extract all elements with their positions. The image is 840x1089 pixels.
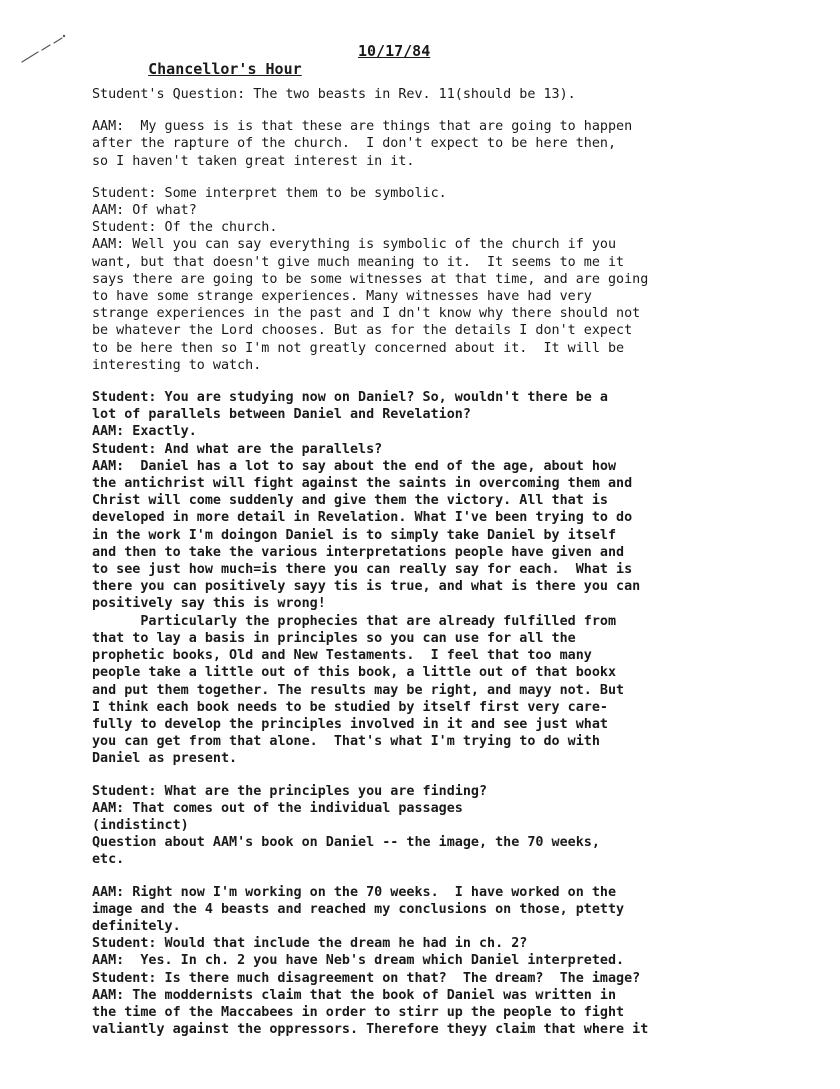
transcript-line: Student: Of the church. — [92, 220, 278, 236]
transcript-line: to see just how much=is there you can really say for each. What is — [92, 562, 633, 578]
transcript-line: be whatever the Lord chooses. But as for the details I don't expect — [92, 323, 633, 339]
transcript-line: AAM: Of what? — [92, 203, 197, 219]
transcript-block — [92, 185, 804, 374]
transcript-line: so I haven't taken great interest in it. — [92, 153, 415, 169]
transcript-line: Student: Would that include the dream he had in ch. 2? — [92, 936, 528, 952]
transcript-line: prophetic books, Old and New Testaments. I feel that too many — [92, 648, 592, 664]
transcript-line: and put them together. The results may be right, and mayy not. But — [92, 682, 625, 698]
transcript-line: AAM: Exactly. — [92, 424, 197, 440]
transcript-block — [92, 86, 804, 103]
transcript-line: want, but that doesn't give much meaning to it. It seems to me it — [92, 254, 625, 270]
transcript-block — [92, 783, 804, 869]
transcript-line: after the rapture of the church. I don't expect to be here then, — [92, 136, 617, 152]
transcript-line: AAM: Well you can say everything is symbolic of the church if you — [92, 237, 617, 253]
transcript-line: strange experiences in the past and I dn't know why there should not — [92, 306, 641, 322]
transcript-line: Student: Is there much disagreement on that? The dream? The image? — [92, 970, 641, 986]
transcript-block — [92, 118, 804, 170]
transcript-line: etc. — [92, 852, 125, 868]
transcript-line: Question about AAM's book on Daniel -- the image, the 70 weeks, — [92, 835, 600, 851]
transcript-line: to have some strange experiences. Many witnesses have had very — [92, 289, 592, 305]
transcript-line: developed in more detail in Revelation. What I've been trying to do — [92, 510, 633, 526]
transcript-line: I think each book needs to be studied by itself first very care- — [92, 699, 608, 715]
transcript-line: definitely. — [92, 918, 181, 934]
header-title: Chancellor's Hour — [148, 60, 302, 78]
transcript-line: interesting to watch. — [92, 357, 262, 373]
transcript-line: AAM: That comes out of the individual passages — [92, 800, 463, 816]
transcript-line: Student: Some interpret them to be symbolic. — [92, 185, 447, 201]
transcript-block — [92, 884, 804, 1039]
transcript-line: Student: What are the principles you are finding? — [92, 783, 488, 799]
transcript-line: Christ will come suddenly and give them the victory. All that is — [92, 493, 608, 509]
transcript-line: Student: And what are the parallels? — [92, 441, 383, 457]
transcript-line: the time of the Maccabees in order to stirr up the people to fight — [92, 1004, 625, 1020]
transcript-line: valiantly against the oppressors. Therefore theyy claim that where it — [92, 1022, 649, 1038]
transcript-line: there you can positively sayy tis is true, and what is there you can — [92, 579, 641, 595]
transcript-line: you can get from that alone. That's what I'm trying to do with — [92, 734, 600, 750]
transcript-line: fully to develop the principles involved in it and see just what — [92, 716, 608, 732]
transcript-line: Student: You are studying now on Daniel? So, wouldn't there be a — [92, 390, 608, 406]
transcript-line: Daniel as present. — [92, 751, 238, 767]
transcript-line: positively say this is wrong! — [92, 596, 326, 612]
transcript-line: in the work I'm doingon Daniel is to simply take Daniel by itself — [92, 527, 617, 543]
transcript-line: (indistinct) — [92, 817, 189, 833]
transcript-line: to be here then so I'm not greatly concerned about it. It will be — [92, 340, 625, 356]
transcript-line: AAM: Daniel has a lot to say about the end of the age, about how — [92, 458, 617, 474]
transcript-line: Student's Question: The two beasts in Rev. 11(should be 13). — [92, 87, 576, 102]
transcript-line: and then to take the various interpretations people have given and — [92, 544, 625, 560]
transcript-line: Particularly the prophecies that are already fulfilled from — [92, 613, 617, 629]
header-date: 10/17/84 — [358, 42, 431, 60]
transcript-line: says there are going to be some witnesses at that time, and are going — [92, 271, 649, 287]
transcript-line: lot of parallels between Daniel and Revelation? — [92, 407, 471, 423]
transcript-line: AAM: Yes. In ch. 2 you have Neb's dream which Daniel interpreted. — [92, 953, 625, 969]
pen-scribble-mark — [18, 30, 78, 70]
transcript-line: people take a little out of this book, a little out of that bookx — [92, 665, 617, 681]
transcript-line: AAM: Right now I'm working on the 70 weeks. I have worked on the — [92, 884, 617, 900]
transcript-body — [92, 86, 804, 1053]
transcript-line: the antichrist will fight against the saints in overcoming them and — [92, 476, 633, 492]
transcript-block — [92, 389, 804, 767]
transcript-line: that to lay a basis in principles so you can use for all the — [92, 630, 576, 646]
transcript-line: AAM: My guess is is that these are things that are going to happen — [92, 119, 633, 135]
transcript-line: image and the 4 beasts and reached my conclusions on those, ptetty — [92, 901, 625, 917]
transcript-line: AAM: The moddernists claim that the book of Daniel was written in — [92, 987, 617, 1003]
